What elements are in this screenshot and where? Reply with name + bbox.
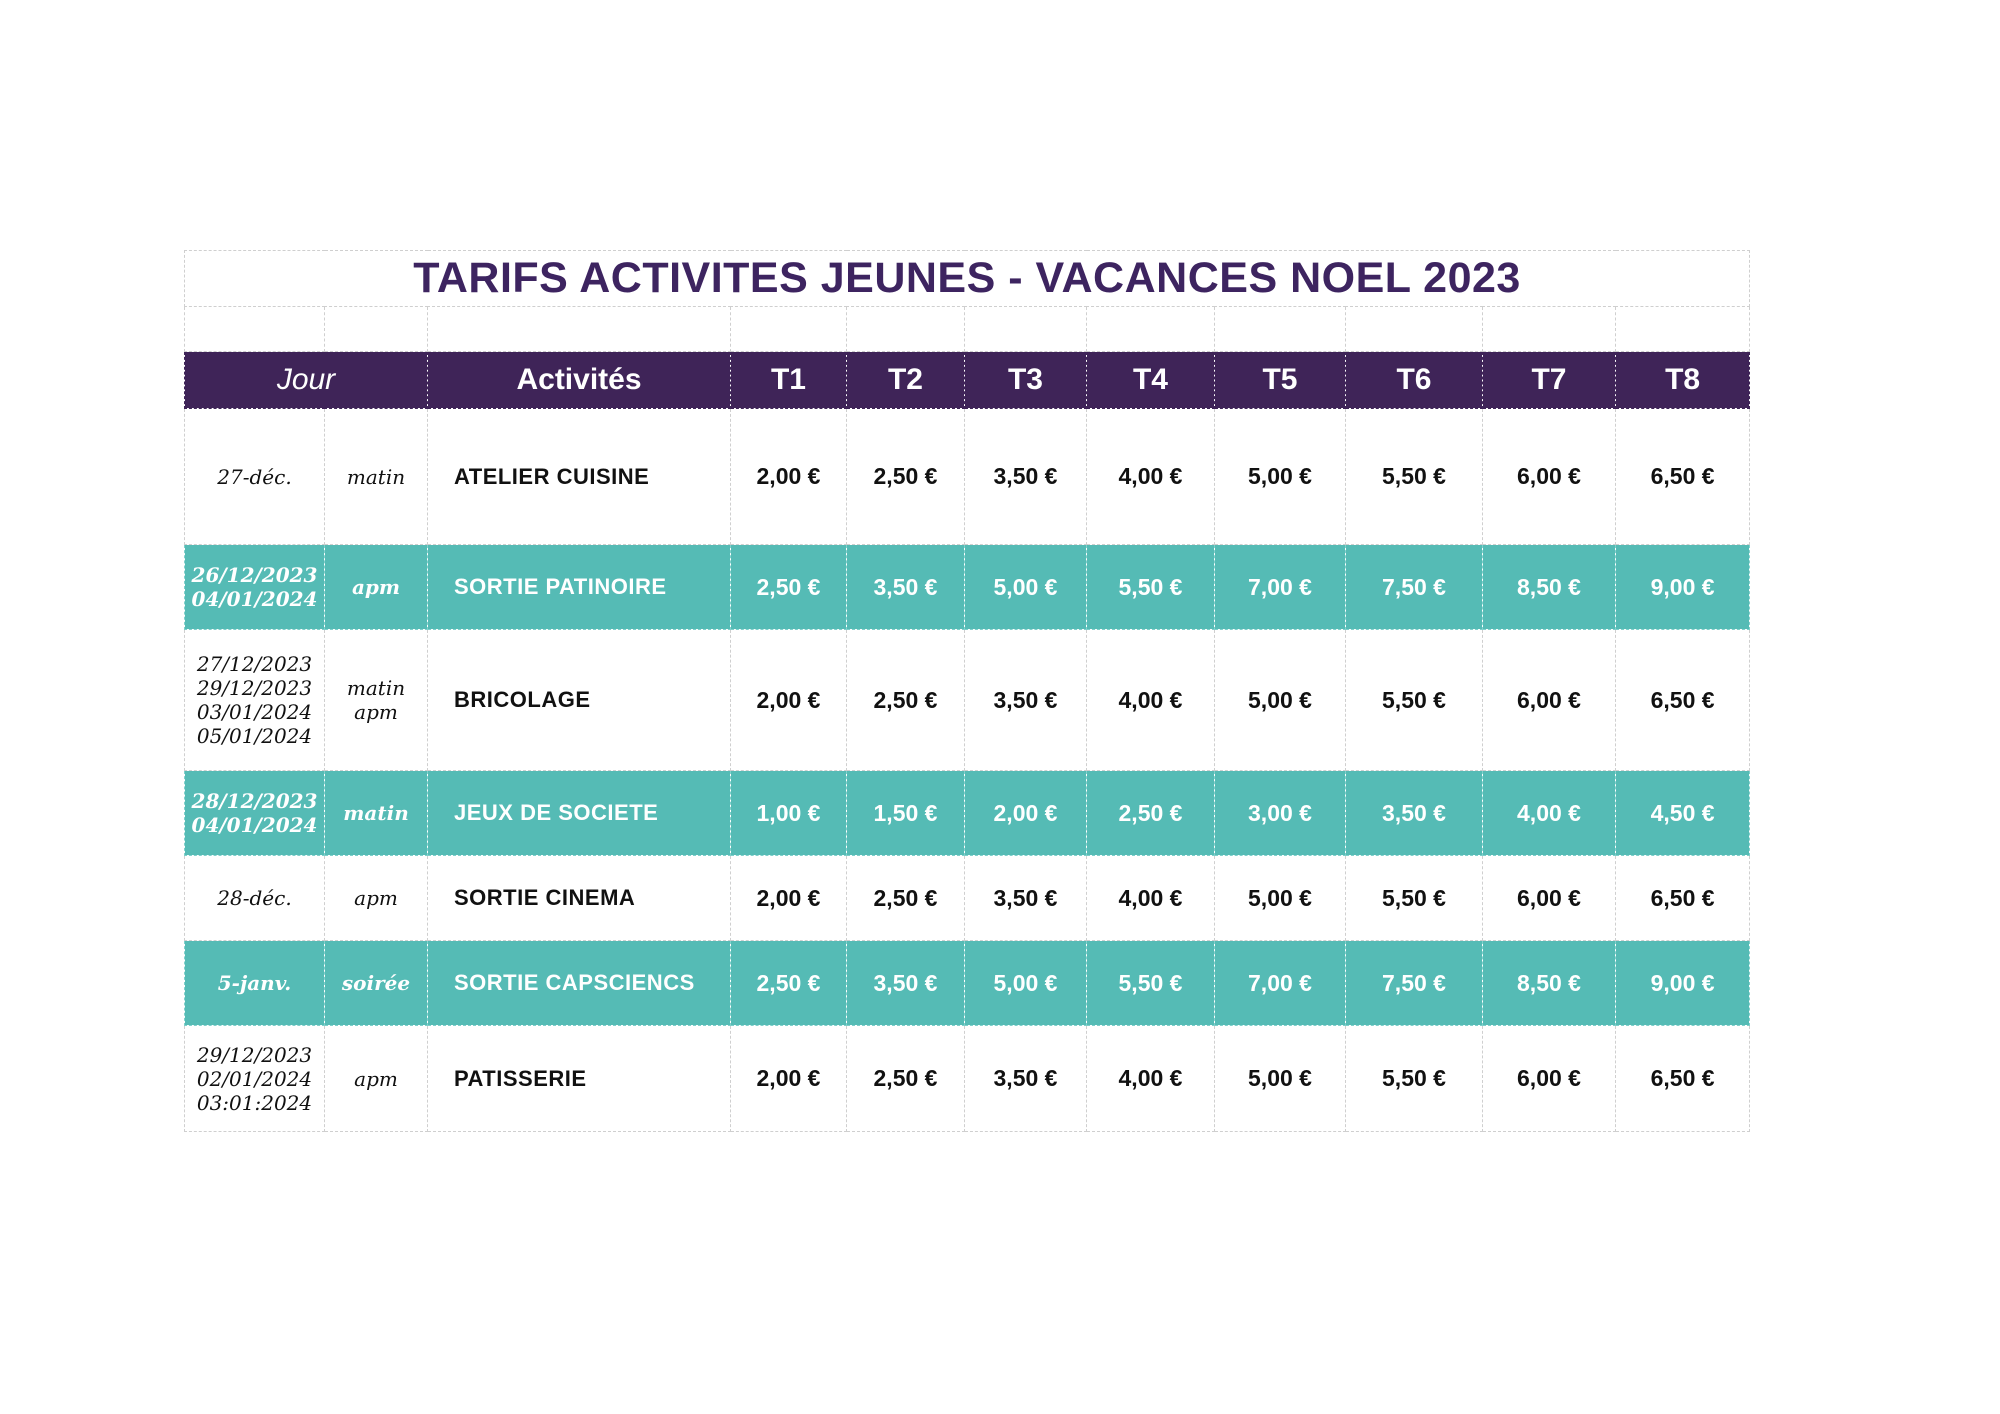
row-price-t5: 7,00 €	[1215, 545, 1346, 630]
row-price-t8: 9,00 €	[1616, 941, 1750, 1026]
table-title: TARIFS ACTIVITES JEUNES - VACANCES NOEL 2023	[185, 251, 1750, 307]
spacer-cell	[847, 307, 965, 352]
row-price-t2: 2,50 €	[847, 409, 965, 545]
header-t4: T4	[1087, 352, 1215, 409]
row-price-t4: 5,50 €	[1087, 545, 1215, 630]
row-day: 28/12/2023 04/01/2024	[185, 771, 325, 856]
table-row	[185, 630, 1750, 771]
tariff-sheet	[184, 250, 1749, 1132]
row-price-t5: 5,00 €	[1215, 856, 1346, 941]
table-row	[185, 941, 1750, 1026]
row-price-t8: 4,50 €	[1616, 771, 1750, 856]
header-jour: Jour	[185, 352, 428, 409]
spacer-cell	[325, 307, 428, 352]
row-price-t4: 4,00 €	[1087, 630, 1215, 771]
row-price-t8: 6,50 €	[1616, 856, 1750, 941]
header-t3: T3	[965, 352, 1087, 409]
row-price-t1: 1,00 €	[731, 771, 847, 856]
row-price-t5: 7,00 €	[1215, 941, 1346, 1026]
row-price-t6: 5,50 €	[1346, 1026, 1483, 1132]
row-price-t2: 2,50 €	[847, 1026, 965, 1132]
spacer-cell	[1616, 307, 1750, 352]
row-period: apm	[325, 1026, 428, 1132]
row-price-t2: 2,50 €	[847, 856, 965, 941]
spacer-cell	[1215, 307, 1346, 352]
row-period: soirée	[325, 941, 428, 1026]
row-price-t8: 6,50 €	[1616, 409, 1750, 545]
row-price-t2: 1,50 €	[847, 771, 965, 856]
row-price-t3: 5,00 €	[965, 941, 1087, 1026]
row-price-t7: 4,00 €	[1483, 771, 1616, 856]
row-activity: BRICOLAGE	[428, 630, 731, 771]
row-price-t2: 2,50 €	[847, 630, 965, 771]
header-t5: T5	[1215, 352, 1346, 409]
row-price-t8: 6,50 €	[1616, 630, 1750, 771]
table-row	[185, 409, 1750, 545]
row-activity: ATELIER CUISINE	[428, 409, 731, 545]
row-price-t7: 8,50 €	[1483, 941, 1616, 1026]
row-price-t4: 4,00 €	[1087, 1026, 1215, 1132]
tariff-table	[184, 250, 1750, 1132]
row-period: matin	[325, 409, 428, 545]
row-price-t8: 6,50 €	[1616, 1026, 1750, 1132]
header-t1: T1	[731, 352, 847, 409]
row-price-t1: 2,50 €	[731, 545, 847, 630]
table-row	[185, 1026, 1750, 1132]
table-row	[185, 856, 1750, 941]
row-period: apm	[325, 545, 428, 630]
spacer-cell	[1346, 307, 1483, 352]
row-day: 27/12/2023 29/12/2023 03/01/2024 05/01/2024	[185, 630, 325, 771]
header-activites: Activités	[428, 352, 731, 409]
spacer-cell	[731, 307, 847, 352]
row-price-t1: 2,00 €	[731, 630, 847, 771]
row-price-t3: 2,00 €	[965, 771, 1087, 856]
header-t2: T2	[847, 352, 965, 409]
spacer-row	[185, 307, 1750, 352]
spacer-cell	[185, 307, 325, 352]
row-price-t5: 5,00 €	[1215, 630, 1346, 771]
row-day: 28-déc.	[185, 856, 325, 941]
row-price-t5: 5,00 €	[1215, 1026, 1346, 1132]
row-price-t5: 5,00 €	[1215, 409, 1346, 545]
row-price-t2: 3,50 €	[847, 545, 965, 630]
row-price-t1: 2,50 €	[731, 941, 847, 1026]
row-price-t4: 4,00 €	[1087, 856, 1215, 941]
row-price-t6: 7,50 €	[1346, 545, 1483, 630]
row-activity: JEUX DE SOCIETE	[428, 771, 731, 856]
row-price-t7: 6,00 €	[1483, 409, 1616, 545]
header-row	[185, 352, 1750, 409]
row-price-t6: 7,50 €	[1346, 941, 1483, 1026]
row-day: 26/12/2023 04/01/2024	[185, 545, 325, 630]
row-price-t7: 6,00 €	[1483, 1026, 1616, 1132]
row-price-t7: 6,00 €	[1483, 630, 1616, 771]
row-price-t4: 4,00 €	[1087, 409, 1215, 545]
row-price-t8: 9,00 €	[1616, 545, 1750, 630]
row-price-t7: 8,50 €	[1483, 545, 1616, 630]
row-activity: SORTIE CAPSCIENCS	[428, 941, 731, 1026]
row-price-t3: 3,50 €	[965, 1026, 1087, 1132]
spacer-cell	[428, 307, 731, 352]
row-price-t3: 3,50 €	[965, 409, 1087, 545]
spacer-cell	[965, 307, 1087, 352]
spacer-cell	[1087, 307, 1215, 352]
row-price-t3: 5,00 €	[965, 545, 1087, 630]
table-body	[185, 409, 1750, 1132]
row-price-t1: 2,00 €	[731, 1026, 847, 1132]
row-period: matin apm	[325, 630, 428, 771]
table-row	[185, 771, 1750, 856]
row-price-t1: 2,00 €	[731, 409, 847, 545]
row-price-t2: 3,50 €	[847, 941, 965, 1026]
table-row	[185, 545, 1750, 630]
row-price-t6: 5,50 €	[1346, 409, 1483, 545]
row-price-t4: 2,50 €	[1087, 771, 1215, 856]
row-price-t4: 5,50 €	[1087, 941, 1215, 1026]
row-period: apm	[325, 856, 428, 941]
row-price-t1: 2,00 €	[731, 856, 847, 941]
header-t7: T7	[1483, 352, 1616, 409]
header-t8: T8	[1616, 352, 1750, 409]
title-row	[185, 251, 1750, 307]
row-price-t3: 3,50 €	[965, 630, 1087, 771]
row-activity: PATISSERIE	[428, 1026, 731, 1132]
row-price-t6: 3,50 €	[1346, 771, 1483, 856]
row-day: 5-janv.	[185, 941, 325, 1026]
row-day: 27-déc.	[185, 409, 325, 545]
spacer-cell	[1483, 307, 1616, 352]
row-price-t7: 6,00 €	[1483, 856, 1616, 941]
row-activity: SORTIE CINEMA	[428, 856, 731, 941]
row-price-t6: 5,50 €	[1346, 856, 1483, 941]
header-t6: T6	[1346, 352, 1483, 409]
row-activity: SORTIE PATINOIRE	[428, 545, 731, 630]
row-day: 29/12/2023 02/01/2024 03:01:2024	[185, 1026, 325, 1132]
row-price-t5: 3,00 €	[1215, 771, 1346, 856]
row-period: matin	[325, 771, 428, 856]
row-price-t3: 3,50 €	[965, 856, 1087, 941]
row-price-t6: 5,50 €	[1346, 630, 1483, 771]
